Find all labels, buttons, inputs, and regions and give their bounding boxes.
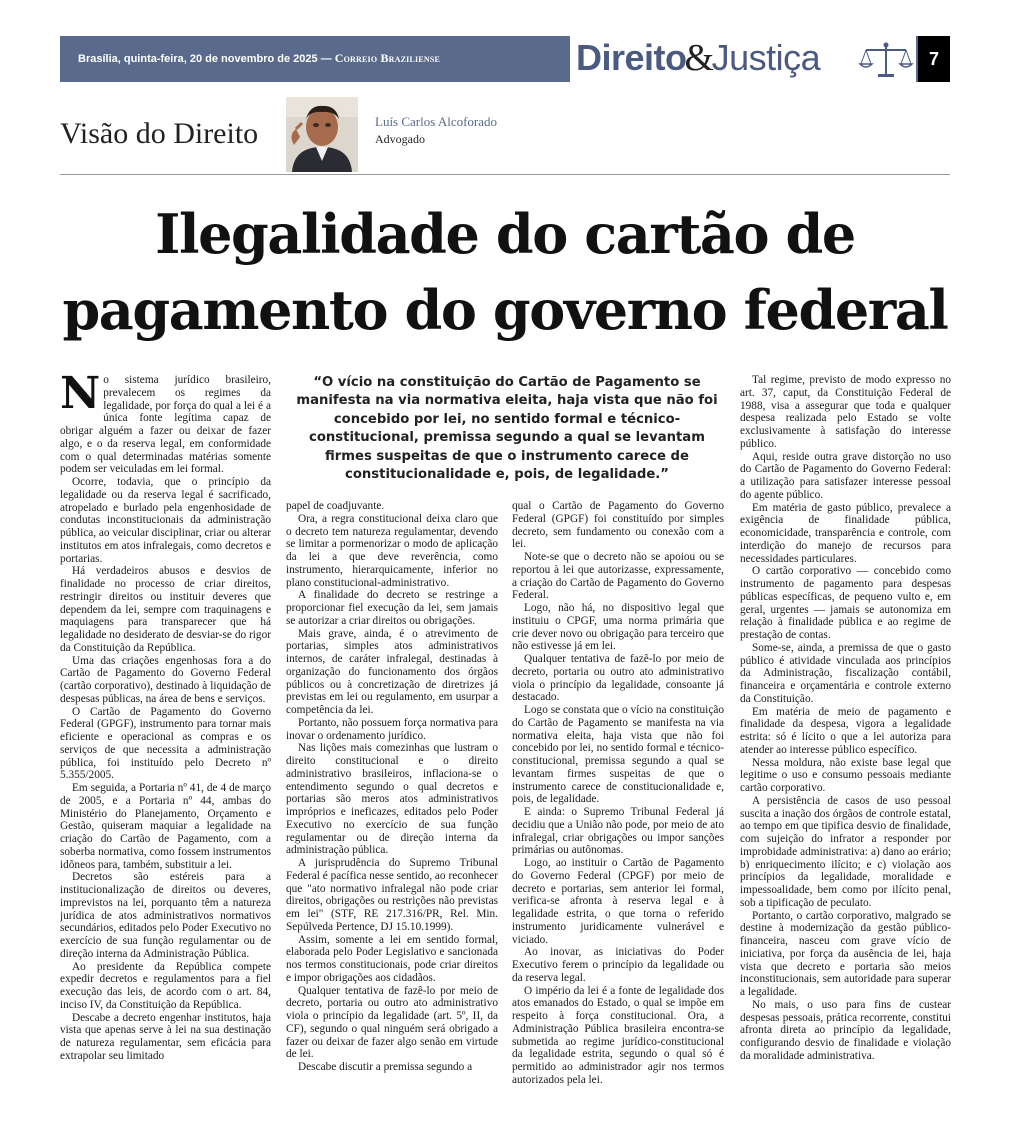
divider bbox=[60, 174, 950, 175]
section-title-part2: Justiça bbox=[711, 37, 821, 78]
paragraph: Ora, a regra constitucional deixa claro que o decreto tem natureza regulamentar, devendo se limitar a pormenorizar o modo de aplicação da lei a que deve reverência, como instrumento, hierarquicamente, inferior no plano constitucional-administrativo. bbox=[286, 512, 498, 589]
paragraph: Em matéria de gasto público, prevalece a exigência de finalidade pública, economicidade, transparência e controle, com interdição do manejo de recursos para necessidades particulares. bbox=[740, 501, 951, 565]
article-column-3 bbox=[512, 500, 724, 1120]
paragraph: Descabe discutir a premissa segundo a bbox=[298, 1061, 473, 1073]
section-title-part1: Direito bbox=[576, 37, 687, 78]
paragraph: O império da lei é a fonte de legalidade dos atos emanados do Estado, o qual se impõe em respeito à força constitucional. Ora, a Administração Pública brasileira encontra-se submetida ao regime jurídico-constitucional da legalidade estrita, segundo o qual só é permitido ao administrador agir nos termos autorizados pela lei. bbox=[512, 984, 724, 1086]
drop-cap: N bbox=[60, 374, 101, 419]
paragraph: Qualquer tentativa de fazê-lo por meio de decreto, portaria ou outro ato administrativo viola o princípio da legalidade, consoante já destacado. bbox=[512, 653, 724, 704]
paragraph: O Cartão de Pagamento do Governo Federal (GPGF), instrumento para tornar mais eficiente e operacional as compras e os serviços de que necessita a administração pública, foi instituído pelo Decreto nº 5.355/2005. bbox=[60, 705, 271, 782]
paragraph: Em matéria de meio de pagamento e finalidade da despesa, vigora a legalidade estrita: só é lícito o que a lei autoriza para atender ao interesse público específico. bbox=[740, 705, 951, 756]
paragraph: Portanto, não possuem força normativa para inovar o ordenamento jurídico. bbox=[286, 716, 498, 742]
paragraph: O cartão corporativo — concebido como instrumento de pagamento para despesas públicas específicas, de pequeno vulto e, em geral, urgentes — jamais se autonomiza em relação à finalidade pública e ao regime de prestação de contas. bbox=[740, 565, 951, 641]
dateline-text: Brasília, quinta-feira, 20 de novembro de 2025 — bbox=[78, 53, 332, 65]
paragraph: Nessa moldura, não existe base legal que legitime o uso e consumo pessoais mediante cartão corporativo. bbox=[740, 756, 951, 794]
author-photo bbox=[286, 97, 358, 172]
author-name: Luís Carlos Alcoforado bbox=[375, 114, 498, 129]
section-title-ampersand: & bbox=[684, 37, 714, 79]
paragraph: Mais grave, ainda, é o atrevimento de portarias, simples atos administrativos internos, de caráter infralegal, destinadas à organização do funcionamento dos órgãos públicos ou à concretização de diretrizes já previstas em lei ou regulamento, em usurpar a competência da lei. bbox=[286, 627, 498, 716]
article-column-2 bbox=[286, 500, 498, 1120]
paragraph: Logo, não há, no dispositivo legal que instituiu o CPGF, uma norma primária que crie dever novo ou obrigação para terceiro que não estivesse já em lei. bbox=[512, 602, 724, 653]
paragraph: Uma das criações engenhosas fora a do Cartão de Pagamento do Governo Federal (cartão corporativo), destinado à liquidação de despesas públicas, na área de bens e serviços. bbox=[60, 654, 271, 705]
scales-of-justice-icon bbox=[858, 40, 914, 80]
newspaper-name: Correio Braziliense bbox=[334, 51, 441, 65]
paragraph: Qualquer tentativa de fazê-lo por meio de decreto, portaria ou outro ato administrativo viola o princípio da legalidade (art. 5º, II, da CF), segundo o qual ninguém será obrigado a fazer ou deixar de fazer algo senão em virtude de lei. bbox=[286, 984, 498, 1061]
paragraph: Em seguida, a Portaria nº 41, de 4 de março de 2005, e a Portaria nº 44, ambas do Ministério do Planejamento, Orçamento e Gestão, quiseram maquiar a legalidade na criação do Cartão de Pagamento, com a soberba normativa, como fossem instrumentos idôneos para, também, substituir a lei. bbox=[60, 782, 271, 871]
paragraph: qual o Cartão de Pagamento do Governo Federal (GPGF) foi constituído por simples decreto, sem fundamento ou conexão com a lei. bbox=[512, 500, 724, 551]
paragraph: Ao presidente da República compete expedir decretos e regulamentos para a fiel execução das leis, de acordo com o art. 84, inciso IV, da Constituição da República. bbox=[60, 960, 271, 1011]
dateline bbox=[78, 51, 440, 66]
paragraph: A finalidade do decreto se restringe a proporcionar fiel execução da lei, sem jamais se autorizar a criar direitos ou obrigações. bbox=[286, 589, 498, 627]
paragraph: Tal regime, previsto de modo expresso no art. 37, caput, da Constituição Federal de 1988, visa a assegurar que toda e qualquer despesa realizada pelo Estado se volte exclusivamente à satisfação do interesse público. bbox=[740, 374, 951, 450]
paragraph: Há verdadeiros abusos e desvios de finalidade no processo de criar direitos, restringir direitos ou instituir deveres que dependem da lei, sempre com traquinagens e maquiagens para transparecer que há legalidade no desiderato de desviar-se do rigor da Constituição da República. bbox=[60, 565, 271, 654]
headline: Ilegalidade do cartão de pagamento do governo federal bbox=[62, 202, 948, 342]
section-title bbox=[576, 36, 820, 80]
paragraph: Some-se, ainda, a premissa de que o gasto público é atividade vinculada aos princípios da Administração, fiscalização contábil, financeira e orçamentária e controle externo da Constituição. bbox=[740, 641, 951, 705]
paragraph: Assim, somente a lei em sentido formal, elaborada pelo Poder Legislativo e sancionada nos termos constitucionais, pode criar direitos e impor obrigações aos cidadãos. bbox=[286, 933, 498, 984]
paragraph: E ainda: o Supremo Tribunal Federal já decidiu que a União não pode, por meio de ato infralegal, criar obrigações ou impor sanções primárias ou autônomas. bbox=[512, 806, 724, 857]
paragraph: Descabe a decreto engenhar institutos, haja vista que apenas serve à lei na sua destinação de natureza regulamentar, sem eficácia para extrapolar seu limitado bbox=[60, 1011, 271, 1062]
article-column-4 bbox=[740, 374, 951, 1118]
paragraph: Ocorre, todavia, que o princípio da legalidade ou da reserva legal é sacrificado, atropelado e burlado pela engenhosidade de condutas inconstitucionais da administração pública, ao veicular disciplinar, criar ou alterar institutos em atos infralegais, como decretos e portarias. bbox=[60, 476, 271, 565]
paragraph: Portanto, o cartão corporativo, malgrado se destine à modernização da gestão público-financeira, nasceu com grave vício de iniciativa, por força da ausência de lei, haja vista que decreto e portaria são meios inconstitucionais, sem autoridade para superar a legalidade. bbox=[740, 909, 951, 998]
paragraph: Note-se que o decreto não se apoiou ou se reportou à lei que autorizasse, expressamente, a criação do Cartão de Pagamento do Governo Federal. bbox=[512, 551, 724, 602]
paragraph: Logo se constata que o vício na constituição do Cartão de Pagamento se manifesta na via normativa eleita, haja vista que não foi concebido por lei, no sentido formal e técnico-constitucional, premissa segundo a qual se levantam firmes suspeitas de que o instrumento carece de constitucionalidade e, pois, de legalidade. bbox=[512, 704, 724, 806]
column-name: Visão do Direito bbox=[60, 117, 259, 150]
page-number: 7 bbox=[918, 36, 950, 82]
paragraph: Ao inovar, as iniciativas do Poder Executivo ferem o princípio da legalidade ou da reserva legal. bbox=[512, 946, 724, 984]
paragraph: Decretos são estéreis para a institucionalização de direitos ou deveres, imprevistos na lei, porquanto têm a natureza jurídica de atos administrativos normativos secundários, editados pelo Poder Executivo no exercício de sua função regulamentar ou de direção interna da Administração Pública. bbox=[60, 871, 271, 960]
paragraph: No mais, o uso para fins de custear despesas pessoais, prática recorrente, constitui afronta direta ao princípio da legalidade, configurando desvio de finalidade e violação da moralidade administrativa. bbox=[740, 998, 951, 1062]
paragraph: Nas lições mais comezinhas que lustram o direito constitucional e o direito administrativo brasileiros, inflaciona-se o entendimento segundo o qual decretos e portarias são meros atos administrativos impróprios e ineficazes, editados pelo Poder Executivo no exercício de sua função regulamentar ou de direção interna da administração pública. bbox=[286, 742, 498, 857]
author-role: Advogado bbox=[375, 132, 425, 146]
paragraph: A jurisprudência do Supremo Tribunal Federal é pacífica nesse sentido, ao reconhecer que "ato normativo infralegal não pode criar direitos, obrigações ou restrições não previstas em lei" (STF, RE 217.316/PR, Rel. Min. Sepúlveda Pertence, DJ 15.10.1999). bbox=[286, 857, 498, 933]
paragraph: Aqui, reside outra grave distorção no uso do Cartão de Pagamento do Governo Federal: a utilização para satisfazer interesse pessoal do agente público. bbox=[740, 450, 951, 501]
paragraph: Logo, ao instituir o Cartão de Pagamento do Governo Federal (CPGF) por meio de decreto e portarias, sem anterior lei formal, verifica-se afronta à reserva legal e à legalidade estrita, o que torna o referido instrumento juridicamente vulnerável e viciado. bbox=[512, 857, 724, 946]
paragraph: papel de coadjuvante. bbox=[286, 500, 385, 512]
paragraph bbox=[60, 374, 271, 476]
article-column-1 bbox=[60, 374, 271, 1118]
pull-quote: “O vício na constituição do Cartão de Pagamento se manifesta na via normativa eleita, haja vista que não foi concebido por lei, no sentido formal e técnico-constitucional, premissa segundo a qual se levantam firmes suspeitas de que o instrumento carece de constitucionalidade e, pois, de legalidade.” bbox=[296, 375, 718, 483]
paragraph: A persistência de casos de uso pessoal suscita a inação dos órgãos de controle estatal, ao tempo em que tipifica desvio de finalidade, com sujeição do infrator a responder por improbidade administrativa: a) dano ao erário; b) enriquecimento ilícito; e c) violação aos princípios da legalidade, moralidade e impessoalidade, bem como por ilícito penal, sob a tipificação de peculato. bbox=[740, 794, 951, 909]
paragraph-text: o sistema jurídico brasileiro, prevalecem os regimes da legalidade, por força do qual a lei é a única fonte legítima capaz de obrigar alguém a fazer ou deixar de fazer algo, e o da reserva legal, em conformidade com o qual determinadas matérias somente podem ser veiculadas em lei formal. bbox=[60, 374, 271, 476]
